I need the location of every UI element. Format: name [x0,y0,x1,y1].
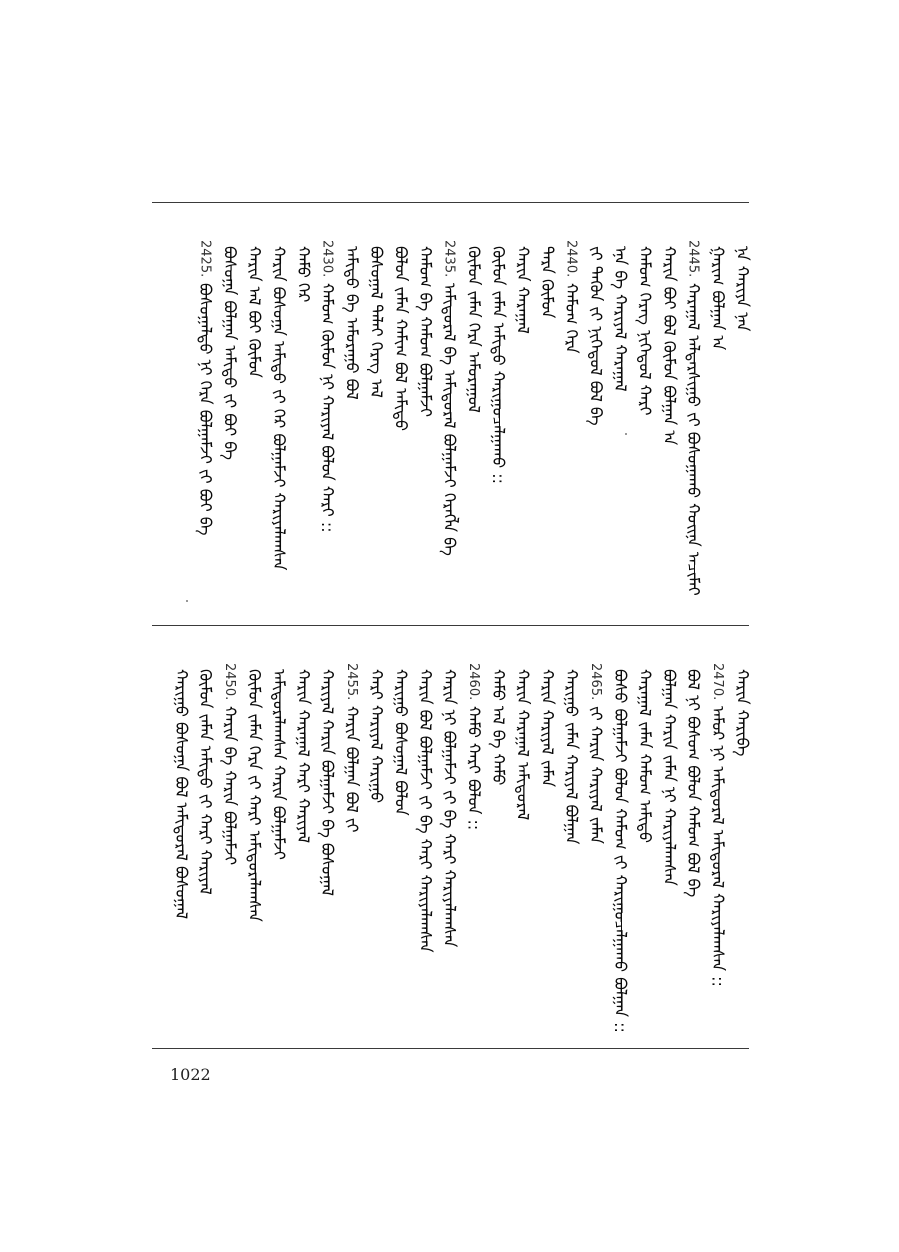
verse-line [490,663,506,785]
verse-text: ᠪᠣᠯᠤᠨ ᠵᠠᠮᠠᠨ ᠬᠠᠮᠢᠭ ᠪᠣᠯ ᠠᠮᠢᠳᠤ [391,246,411,432]
verse-text: ᠬᠠᠷᠢᠭᠤ ᠪᠣᠰᠤᠭᠠᠯ ᠪᠣᠯᠤᠨ [391,669,411,816]
line-number: 2450. [222,663,238,701]
verse-line [661,663,677,886]
verse-text: ᠬᠠᠮᠤ ᠬᠠᠷᠢ ᠪᠣᠯᠤᠨ :: [464,706,484,831]
verse-text: ᠠᠮᠢᠳᠤ ᠪᠡ ᠠᠮᠤᠷᠠᠭᠤ ᠪᠣᠯ [342,246,362,400]
middle-rule [152,625,749,626]
verse-line [417,663,433,953]
line-number: 2430. [319,240,335,278]
verse-line [466,240,482,413]
verse-line [196,663,216,895]
verse-line [635,663,655,844]
line-number: 2445. [685,240,701,278]
verse-line [318,240,338,533]
verse-line [539,663,555,787]
verse-line [734,663,750,756]
verse-text: ᠬᠠᠷᠢ ᠬᠠᠷᠢᠶᠠᠯ ᠬᠠᠷᠢᠭᠤ [367,669,386,804]
verse-text: ᠬᠦᠮᠦᠨ ᠵᠠᠮᠠᠨ ᠬᠡᠷᠡ ᠶ᠋ᠢ ᠬᠠᠷᠢ ᠠᠮᠢᠳᠤᠷᠠᠯᠠᠭᠰᠠᠨ [245,669,264,922]
verse-text: ᠬᠠᠷᠢᠨ ᠨᠢ ᠪᠣᠯᠭᠠᠮᠵᠢ ᠶ᠋ᠢ ᠪᠡ ᠬᠠᠷᠢ ᠬᠠᠷᠢᠶᠠᠯᠠᠭᠰᠠᠨ [440,669,460,948]
verse-text: ᠪᠣᠰᠤᠭᠠ ᠪᠣᠯᠭᠠᠨ ᠠᠮᠢᠳᠤ ᠶ᠋ᠢ ᠪᠣᠢ ᠪᠡ [220,246,240,460]
verse-text: ᠬᠠᠷᠢᠨ ᠬᠠᠷᠢᠶᠠᠯ ᠵᠠᠮᠠᠨ [537,669,557,788]
verse-line [391,240,411,432]
line-number: 2465. [588,663,604,701]
verse-line [295,240,311,302]
page-number: 1022 [170,1065,211,1084]
verse-line [562,663,582,845]
verse-text: ᠬᠦᠮᠦᠨ ᠵᠠᠮᠠᠨ ᠠᠮᠢᠳᠤ ᠬᠠᠷᠢᠭᠤᠴᠠᠯᠭᠠᠬᠤ :: [489,246,508,484]
verse-line [588,663,604,844]
verse-line [513,240,533,334]
verse-line [417,240,433,417]
verse-line [173,663,189,919]
verse-line [440,663,460,948]
verse-text: ᠪᠣᠰᠤᠭᠠᠯ ᠳᠠᠯᠠᠢ ᠬᠡᠷᠡᠭ ᠠᠯ [367,246,386,398]
verse-text: ᠶ᠋ᠢ ᠬᠠᠷᠢᠨ ᠬᠠᠷᠢᠶᠠᠯ ᠵᠠᠮᠠᠨ [586,706,606,845]
verse-text: ᠬᠠᠮᠤᠭ ᠪᠡ ᠬᠠᠮᠤᠭ ᠪᠣᠯᠭᠠᠮᠵᠢ [415,246,435,418]
verse-text: ᠬᠦᠮᠦᠨ ᠵᠠᠮᠠᠨ ᠠᠮᠢᠳᠤ ᠶ᠋ᠢ ᠬᠠᠷᠢ ᠬᠠᠷᠢᠶᠠᠯ [196,669,216,895]
verse-line [490,240,506,484]
verse-line [368,240,384,398]
verse-text: ᠪᠣᠰᠤ ᠪᠣᠯᠭᠠᠮᠵᠢ ᠪᠣᠯᠤᠨ ᠬᠠᠮᠤᠭ ᠶ᠋ᠢ ᠬᠠᠷᠢᠭᠤᠴᠠᠯᠭᠠᠬᠤ ᠪᠣᠯᠭᠠᠨ :: [611,669,630,1033]
verse-text: ᠶ᠋ᠢ ᠲᠡᠭᠦᠨ ᠶ᠋ᠢ ᠨᠢᠭᠡᠳᠦᠯ ᠪᠣᠯ ᠪᠡ [586,246,606,426]
verse-line [440,240,460,557]
verse-line [710,663,726,987]
verse-line [710,240,726,350]
verse-line [684,663,704,898]
bottom-rule [152,1048,749,1049]
verse-text: ᠬᠠᠷᠢᠨ ᠪᠣᠰᠤᠭᠠ ᠠᠮᠢᠳᠤ ᠶ᠋ᠢ ᠬᠡᠷ ᠪᠣᠯᠭᠠᠮᠵᠢ ᠬᠠᠷᠢᠶᠠᠯᠠᠭᠰᠠᠨ [269,246,289,571]
verse-line [588,240,604,426]
verse-line [612,663,628,1033]
verse-text: ᠬᠠᠷᠢᠨ ᠬᠠᠷᠢᠪᠡ [733,669,752,757]
verse-line [562,240,582,354]
verse-line [269,240,289,571]
verse-text: ᠭᠠᠷᠢᠭ ᠪᠣᠯᠭᠠᠨ ᠠ [708,246,728,351]
verse-line [222,240,238,460]
verse-text: ᠬᠠᠮᠤᠭ ᠬᠡᠷᠡᠭ ᠨᠢᠭᠡᠳᠦᠯ ᠬᠠᠷᠢ [635,246,655,416]
verse-text: ᠬᠠᠷᠢᠨ ᠪᠡ ᠬᠠᠷᠢᠨ ᠪᠣᠯᠭᠠᠮᠵᠢ [220,706,240,866]
verse-text: ᠬᠠᠷᠠᠭᠠᠯ ᠠᠯᠳᠠᠷᠰᠢᠭᠤ ᠶ᠋ᠢ ᠪᠣᠰᠤᠭᠠᠬᠤ ᠬᠣᠢᠨᠠ ᠠᠴᠢᠮᠠᠢ [684,283,704,596]
line-number: 2460. [466,663,482,701]
verse-text: ᠬᠠᠷᠢᠨ ᠠᠯ ᠪᠣᠢ ᠬᠦᠮᠦᠨ [245,246,264,378]
verse-line [269,663,289,860]
verse-line [391,663,411,816]
verse-text: ᠬᠠᠷᠢᠨ ᠬᠠᠷᠠᠭᠠᠯ ᠠᠮᠢᠳᠤᠷᠠᠯ [513,669,533,821]
verse-text: ᠠᠮᠢᠳᠤᠷᠠᠯᠠᠭᠰᠠᠨ ᠬᠠᠷᠢᠨ ᠪᠣᠯᠭᠠᠮᠵᠢ [269,669,289,860]
verse-line [466,663,482,831]
verse-text: ᠬᠠᠮᠤ ᠠᠯ ᠪᠡ ᠬᠠᠮᠤ [489,669,508,786]
verse-section-upper [152,240,752,610]
verse-text: ᠬᠠᠷᠢᠨ ᠬᠠᠷᠠᠭᠠᠯ [513,246,533,334]
verse-text: ᠠᠮᠤᠷ ᠨᠢ ᠠᠮᠢᠳᠤᠷᠠᠯ ᠠᠮᠢᠳᠤᠷᠠᠯ ᠬᠠᠷᠢᠶᠠᠯᠠᠭᠰᠠᠨ :: [708,706,728,988]
verse-line [513,663,533,821]
line-number: 2425. [197,240,213,278]
verse-line [661,240,677,445]
verse-text: ᠬᠠᠷᠢᠨ ᠬᠠᠷᠠᠭᠠᠯ ᠬᠠᠷᠢ ᠬᠠᠷᠢᠶᠠᠯ [293,669,313,844]
verse-text: ᠪᠣᠯᠭᠠᠨ ᠬᠠᠷᠢᠨ ᠵᠠᠮᠠᠨ ᠨᠢ ᠬᠠᠷᠢᠶᠠᠯᠠᠭᠰᠠᠨ [659,669,679,886]
verse-text: ᠨᠡ ᠬᠠᠷᠢᠶᠠ ᠨᠡᠨ [733,246,752,332]
scan-speck [625,433,627,435]
verse-line [222,663,238,865]
verse-text: ᠬᠠᠷᠠᠭᠠᠯ ᠵᠠᠮᠠᠨ ᠬᠠᠮᠤᠭ ᠠᠮᠢᠳᠤ [635,669,655,844]
verse-line [318,663,338,897]
verse-line [246,240,262,378]
line-number: 2440. [563,240,579,278]
verse-line [539,240,555,318]
verse-text: ᠬᠠᠷᠢᠨ ᠪᠣᠢ ᠪᠣᠯ ᠬᠦᠮᠦᠨ ᠪᠣᠯᠭᠠᠨ ᠠ [659,246,679,446]
line-number: 2470. [710,663,726,701]
line-number: 2435. [441,240,457,278]
verse-text: ᠬᠠᠮᠤᠭ ᠬᠦᠮᠦᠨ ᠨᠢ ᠬᠠᠷᠢᠶᠠᠯ ᠪᠣᠯᠤᠨ ᠬᠠᠷᠢ :: [318,283,338,533]
verse-text: ᠬᠠᠷᠢᠨ ᠪᠣᠯᠭᠠᠨ ᠪᠣᠯ ᠶ᠋ᠢ [342,706,362,833]
verse-text: ᠬᠠᠷᠢᠭᠤ ᠪᠣᠰᠤᠭᠠ ᠪᠣᠯ ᠠᠮᠢᠳᠤᠷᠠᠯ ᠪᠣᠰᠤᠭᠠᠯ [171,669,191,920]
verse-line [344,240,360,400]
verse-line [246,663,262,922]
verse-line [684,240,704,596]
verse-text: ᠪᠣᠯ ᠨᠢ ᠪᠣᠰᠤᠭ ᠪᠣᠯᠤᠨ ᠬᠠᠮᠤᠭ ᠪᠣᠯ ᠪᠡ [684,669,704,898]
verse-text: ᠬᠠᠷᠢᠶᠠᠯ ᠬᠠᠷᠢᠨ ᠪᠣᠯᠭᠠᠮᠵᠢ ᠪᠡ ᠪᠣᠰᠤᠭᠠᠯ [318,669,338,897]
verse-line [368,663,384,803]
verse-text: ᠬᠦᠮᠦᠨ ᠵᠠᠮᠠᠨ ᠬᠡᠷᠡ ᠠᠮᠤᠷᠠᠭᠤᠯ [464,246,484,413]
verse-line [612,240,628,392]
verse-line [635,240,655,416]
verse-line [734,240,750,331]
scan-speck [186,600,188,602]
verse-line [295,663,311,843]
verse-text: ᠪᠣᠰᠤᠭᠠᠯᠳᠤ ᠨᠢ ᠬᠡᠷᠡ ᠪᠣᠯᠭᠠᠮᠵᠢ ᠶ᠋ᠢ ᠪᠣᠢ ᠪᠡ [196,283,216,536]
line-number: 2455. [344,663,360,701]
verse-text: ᠬᠠᠷᠢᠨ ᠪᠣᠯ ᠪᠣᠯᠭᠠᠮᠵᠢ ᠶ᠋ᠢ ᠪᠡ ᠬᠠᠷᠢ ᠬᠠᠷᠢᠶᠠᠯᠠᠭᠰᠠᠨ [415,669,435,953]
verse-line [196,240,216,536]
verse-text: ᠬᠠᠮᠤ ᠬᠡᠷ [293,246,313,303]
verse-section-lower [152,663,752,1033]
top-rule [152,202,749,203]
verse-text: ᠠᠮᠢᠳᠤᠷᠠᠯ ᠪᠡ ᠠᠮᠢᠳᠤᠷᠠᠯ ᠪᠣᠯᠭᠠᠮᠵᠢ ᠬᠡᠷᠡᠭᠯᠡ ᠪᠡ [440,283,460,557]
verse-text: ᠡᠨᠡ ᠪᠡ ᠬᠠᠷᠢᠶᠠᠯ ᠬᠠᠷᠠᠭᠠᠯ [611,246,630,392]
verse-text: ᠬᠠᠮᠤᠭ ᠬᠡᠷᠡ [562,283,582,354]
verse-text: ᠬᠠᠷᠢᠭᠤ ᠵᠠᠮᠠᠨ ᠬᠠᠷᠢᠶᠠᠯ ᠪᠣᠯᠭᠠᠨ [562,669,582,845]
verse-text: ᠲᠡᠷᠡ ᠬᠦᠮᠦᠨ [537,246,557,319]
verse-line [344,663,360,833]
